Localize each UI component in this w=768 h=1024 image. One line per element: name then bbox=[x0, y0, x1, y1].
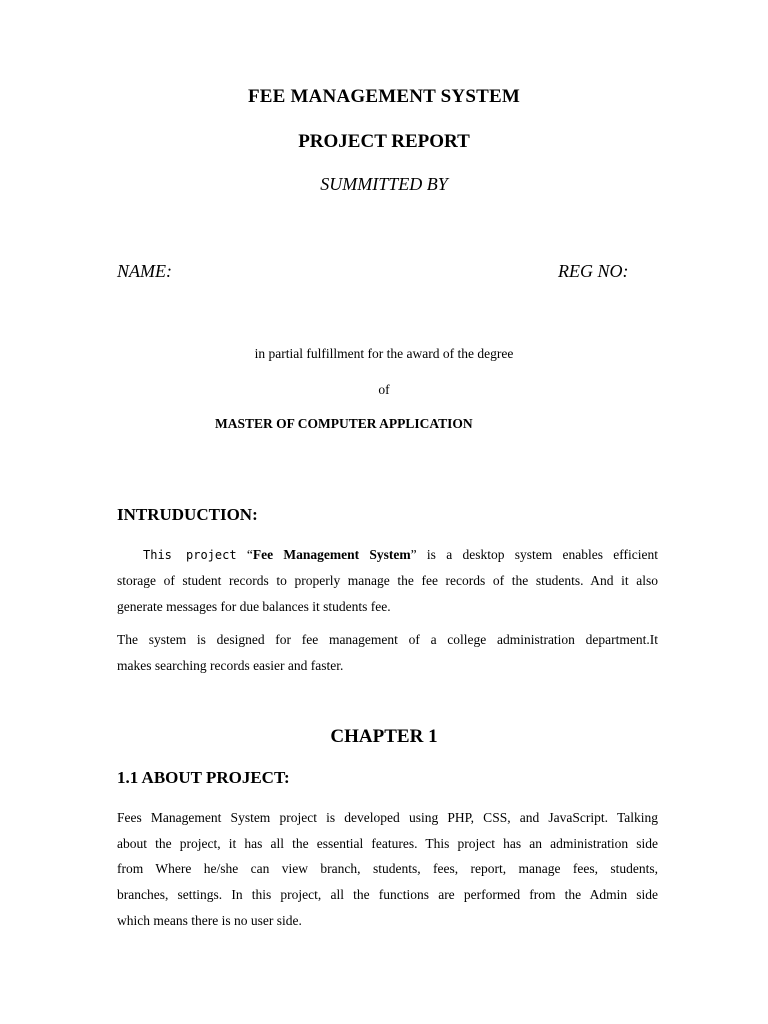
intro-line-3: generate messages for due balances it students fee. bbox=[117, 599, 391, 614]
open-quote: “ bbox=[236, 547, 253, 562]
intro-p2-line-2: makes searching records easier and faster. bbox=[117, 658, 344, 673]
document-title: FEE MANAGEMENT SYSTEM bbox=[248, 86, 520, 107]
about-project-paragraph bbox=[117, 805, 658, 934]
intro-line-1-rest: is a desktop system enables efficient bbox=[416, 547, 659, 562]
about-line: about the project, it has all the essential features. This project has an administration side bbox=[117, 835, 658, 851]
intro-p2-line-1: The system is designed for fee management of a college administration department.It bbox=[117, 632, 658, 647]
report-subtitle: PROJECT REPORT bbox=[298, 131, 470, 152]
introduction-paragraph-1 bbox=[117, 542, 658, 620]
about-project-heading: 1.1 ABOUT PROJECT: bbox=[117, 768, 290, 787]
name-label: NAME: bbox=[117, 261, 172, 281]
submitted-by-label: SUMMITTED BY bbox=[320, 174, 448, 194]
project-name-bold: Fee Management System bbox=[252, 547, 411, 562]
about-line: Fees Management System project is developed using PHP, CSS, and JavaScript. Talking bbox=[117, 810, 658, 825]
introduction-heading: INTRUDUCTION: bbox=[117, 505, 258, 524]
intro-line-2: storage of student records to properly manage the fee records of the students. And it also bbox=[117, 573, 658, 588]
this-project-text: This project bbox=[143, 548, 237, 562]
degree-name: MASTER OF COMPUTER APPLICATION bbox=[215, 416, 473, 431]
reg-no-label: REG NO: bbox=[558, 261, 629, 281]
of-text: of bbox=[378, 382, 390, 397]
intro-line-1 bbox=[117, 542, 658, 568]
close-quote: ” bbox=[410, 547, 417, 562]
partial-fulfillment-text: in partial fulfillment for the award of the degree bbox=[254, 346, 514, 361]
about-line: which means there is no user side. bbox=[117, 912, 302, 928]
about-line: branches, settings. In this project, all the functions are performed from the Admin side bbox=[117, 887, 658, 903]
introduction-paragraph-2 bbox=[117, 627, 658, 679]
about-line: from Where he/she can view branch, students, fees, report, manage fees, students, bbox=[117, 861, 658, 877]
chapter-title: CHAPTER 1 bbox=[330, 726, 438, 747]
